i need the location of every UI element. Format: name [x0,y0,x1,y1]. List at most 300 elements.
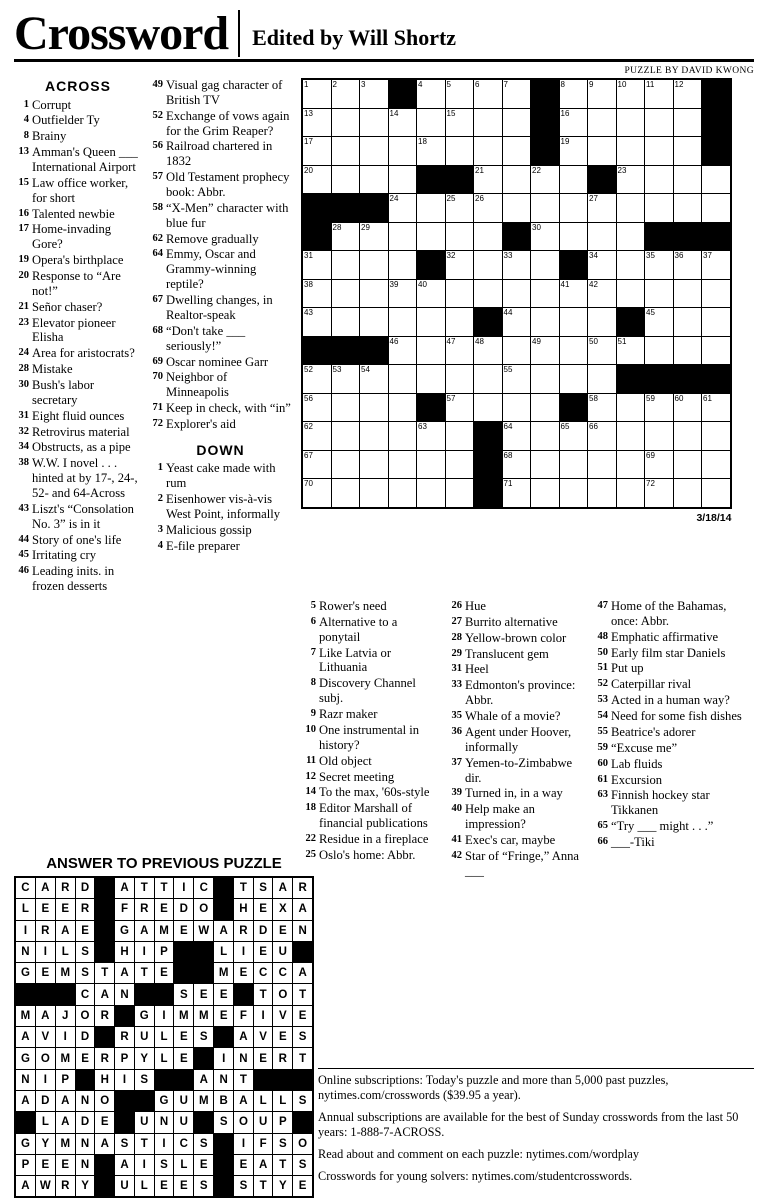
clue-item[interactable] [14,362,142,377]
answer-cell: H [95,1069,115,1090]
clue-item[interactable] [14,253,142,268]
grid-cell[interactable] [645,108,674,137]
clue-item[interactable] [14,113,142,128]
grid-cell[interactable] [616,336,645,365]
grid-cell[interactable] [531,279,560,308]
grid-cell[interactable] [645,194,674,223]
grid-cell[interactable] [588,336,617,365]
grid-cell[interactable] [331,165,360,194]
grid-cell[interactable] [445,251,474,280]
grid-cell[interactable] [360,308,389,337]
clue-text: Caterpillar rival [611,677,692,692]
clue-item[interactable] [593,661,743,676]
grid-cell[interactable] [417,365,446,394]
clue-item[interactable] [447,725,587,755]
grid-cell[interactable] [474,222,503,251]
grid-cell[interactable] [645,279,674,308]
grid-cell[interactable] [588,450,617,479]
grid-cell[interactable] [388,137,417,166]
grid-cell[interactable] [673,422,702,451]
grid-cell[interactable] [559,165,588,194]
grid-cell[interactable] [588,79,617,108]
clue-item[interactable] [14,502,142,532]
grid-cell[interactable] [673,194,702,223]
grid-cell[interactable] [588,479,617,508]
grid-cell[interactable] [531,251,560,280]
grid-cell[interactable] [360,108,389,137]
clue-item[interactable] [301,723,441,753]
grid-cell[interactable] [645,450,674,479]
grid-cell[interactable] [645,79,674,108]
clue-item[interactable] [593,646,743,661]
grid-cell[interactable] [673,308,702,337]
grid-cell[interactable] [502,79,531,108]
crossword-page [0,7,768,1193]
clue-item[interactable] [447,756,587,786]
grid-cell[interactable] [531,336,560,365]
grid-cell[interactable] [502,479,531,508]
clue-item[interactable] [148,78,293,108]
grid-cell[interactable] [616,279,645,308]
grid-cell-number: 66 [589,422,598,432]
clue-item[interactable] [447,647,587,662]
clue-item[interactable] [447,678,587,708]
grid-cell[interactable] [559,479,588,508]
grid-cell[interactable] [502,308,531,337]
clue-item[interactable] [148,539,293,554]
grid-cell[interactable] [531,222,560,251]
grid-cell[interactable] [702,251,731,280]
grid-cell[interactable] [331,450,360,479]
clue-item[interactable] [14,378,142,408]
clue-item[interactable] [447,833,587,848]
grid-cell[interactable] [302,279,331,308]
grid-cell[interactable] [531,450,560,479]
grid-cell[interactable] [417,336,446,365]
grid-cell[interactable] [531,308,560,337]
clue-item[interactable] [593,819,743,834]
grid-cell[interactable] [616,422,645,451]
grid-cell[interactable] [502,450,531,479]
grid-cell[interactable] [388,422,417,451]
clue-item[interactable] [301,801,441,831]
grid-cell[interactable] [474,251,503,280]
grid-cell[interactable] [645,165,674,194]
clue-item[interactable] [14,425,142,440]
grid-cell[interactable] [531,365,560,394]
grid-cell[interactable] [616,251,645,280]
grid-cell[interactable] [445,108,474,137]
grid-cell[interactable] [331,251,360,280]
grid-cell[interactable] [417,79,446,108]
clue-number: 1 [157,462,163,474]
grid-cell-block [474,308,503,337]
grid-cell[interactable] [673,137,702,166]
grid-cell[interactable] [588,422,617,451]
grid-cell[interactable] [588,222,617,251]
grid-cell[interactable] [588,137,617,166]
grid-cell[interactable] [388,194,417,223]
clue-item[interactable] [447,802,587,832]
grid-cell[interactable] [559,422,588,451]
clue-item[interactable] [593,835,743,850]
grid-cell[interactable] [645,251,674,280]
grid-cell[interactable] [502,279,531,308]
clue-item[interactable] [148,370,293,400]
clue-item[interactable] [593,709,743,724]
grid-cell[interactable] [388,251,417,280]
grid-cell[interactable] [559,450,588,479]
grid-cell[interactable] [702,422,731,451]
grid-cell[interactable] [388,222,417,251]
grid-cell[interactable] [559,222,588,251]
clue-item[interactable] [148,324,293,354]
clue-item[interactable] [148,461,293,491]
grid-cell[interactable] [302,450,331,479]
grid-cell[interactable] [645,336,674,365]
grid-cell[interactable] [559,108,588,137]
grid-cell[interactable] [445,194,474,223]
grid-cell[interactable] [302,251,331,280]
grid-cell[interactable] [417,450,446,479]
grid-cell[interactable] [445,79,474,108]
clue-number: 56 [152,140,163,152]
grid-cell[interactable] [559,137,588,166]
clue-item[interactable] [148,201,293,231]
clue-item[interactable] [14,222,142,252]
clue-item[interactable] [301,599,441,614]
clue-item[interactable] [14,409,142,424]
grid-cell[interactable] [445,479,474,508]
grid-cell[interactable] [673,279,702,308]
grid-cell[interactable] [502,336,531,365]
grid-cell[interactable] [302,137,331,166]
grid-cell[interactable] [388,479,417,508]
grid-cell[interactable] [474,108,503,137]
grid-cell[interactable] [360,222,389,251]
grid-cell[interactable] [702,450,731,479]
clue-item[interactable] [447,615,587,630]
grid-cell[interactable] [531,422,560,451]
clue-item[interactable] [447,786,587,801]
clue-item[interactable] [14,346,142,361]
grid-cell[interactable] [559,308,588,337]
grid-cell[interactable] [445,222,474,251]
clue-item[interactable] [14,548,142,563]
grid-cell[interactable] [360,450,389,479]
grid-cell[interactable] [616,450,645,479]
answer-cell: T [134,1133,154,1154]
clue-item[interactable] [148,401,293,416]
grid-cell[interactable] [360,137,389,166]
grid-cell[interactable] [702,393,731,422]
grid-cell[interactable] [531,165,560,194]
grid-cell[interactable] [388,393,417,422]
grid-cell[interactable] [673,165,702,194]
grid-cell[interactable] [417,422,446,451]
grid-cell[interactable] [388,450,417,479]
grid-cell[interactable] [588,194,617,223]
grid-cell[interactable] [502,108,531,137]
grid-cell[interactable] [588,279,617,308]
clue-item[interactable] [14,98,142,113]
crossword-grid[interactable] [301,78,732,509]
grid-cell[interactable] [388,108,417,137]
grid-cell[interactable] [302,422,331,451]
grid-cell[interactable] [588,393,617,422]
grid-cell[interactable] [645,422,674,451]
grid-cell[interactable] [645,137,674,166]
grid-cell[interactable] [474,137,503,166]
clue-item[interactable] [148,232,293,247]
grid-cell[interactable] [588,308,617,337]
clue-item[interactable] [301,770,441,785]
answer-cell: T [253,1176,273,1198]
answer-cell: A [293,899,313,920]
grid-cell[interactable] [417,108,446,137]
grid-cell[interactable] [474,279,503,308]
clue-text: Oscar nominee Garr [166,354,269,369]
grid-cell[interactable] [388,165,417,194]
answer-cell: R [134,899,154,920]
grid-cell[interactable] [502,194,531,223]
clue-item[interactable] [148,355,293,370]
grid-cell[interactable] [445,393,474,422]
grid-cell[interactable] [331,137,360,166]
grid-cell[interactable] [445,450,474,479]
grid-cell[interactable] [531,479,560,508]
grid-cell[interactable] [673,450,702,479]
grid-cell[interactable] [645,393,674,422]
grid-cell[interactable] [388,365,417,394]
grid-cell[interactable] [502,251,531,280]
grid-cell[interactable] [616,79,645,108]
clue-item[interactable] [301,707,441,722]
grid-cell[interactable] [331,365,360,394]
grid-cell[interactable] [502,165,531,194]
clue-item[interactable] [148,492,293,522]
grid-cell[interactable] [616,222,645,251]
grid-cell[interactable] [616,108,645,137]
clue-item[interactable] [148,247,293,292]
clue-item[interactable] [593,693,743,708]
clue-item[interactable] [447,709,587,724]
grid-cell[interactable] [302,108,331,137]
grid-cell[interactable] [331,422,360,451]
grid-cell[interactable] [445,422,474,451]
clue-item[interactable] [593,757,743,772]
answer-cell: S [293,1027,313,1048]
grid-cell[interactable] [360,365,389,394]
grid-cell[interactable] [331,222,360,251]
grid-cell[interactable] [474,365,503,394]
answer-cell: E [55,899,75,920]
clue-item[interactable] [14,564,142,594]
grid-cell[interactable] [417,279,446,308]
clue-item[interactable] [148,109,293,139]
clue-item[interactable] [593,725,743,740]
grid-cell[interactable] [673,251,702,280]
grid-cell[interactable] [302,479,331,508]
grid-cell[interactable] [360,422,389,451]
clue-item[interactable] [593,630,743,645]
clue-text: Retrovirus material [32,424,130,439]
clue-item[interactable] [593,599,743,629]
grid-cell[interactable] [702,279,731,308]
answer-cell: A [35,1005,55,1026]
clue-item[interactable] [301,646,441,676]
grid-cell[interactable] [417,479,446,508]
grid-cell-number: 12 [674,80,684,90]
grid-cell-number: 1 [304,80,309,90]
grid-cell[interactable] [474,165,503,194]
grid-cell[interactable] [360,279,389,308]
grid-cell[interactable] [673,479,702,508]
grid-cell[interactable] [445,336,474,365]
clue-item[interactable] [148,170,293,200]
grid-cell[interactable] [417,194,446,223]
grid-cell[interactable] [302,79,331,108]
grid-cell[interactable] [673,393,702,422]
grid-cell[interactable] [559,365,588,394]
clue-item[interactable] [14,176,142,206]
grid-cell[interactable] [360,79,389,108]
clue-item[interactable] [14,456,142,501]
clue-item[interactable] [593,677,743,692]
grid-cell[interactable] [531,393,560,422]
grid-cell[interactable] [588,108,617,137]
grid-cell[interactable] [474,393,503,422]
clue-item[interactable] [148,417,293,432]
grid-cell[interactable] [502,365,531,394]
grid-cell[interactable] [588,251,617,280]
grid-cell[interactable] [474,336,503,365]
clue-item[interactable] [14,300,142,315]
grid-cell[interactable] [302,308,331,337]
clue-item[interactable] [14,207,142,222]
clue-item[interactable] [301,785,441,800]
clue-item[interactable] [301,832,441,847]
grid-cell[interactable] [588,365,617,394]
clue-item[interactable] [14,533,142,548]
grid-cell[interactable] [445,308,474,337]
grid-cell[interactable] [445,279,474,308]
clues-and-grid [14,78,754,595]
grid-cell[interactable] [616,479,645,508]
grid-cell[interactable] [302,393,331,422]
grid-cell[interactable] [388,279,417,308]
clue-item[interactable] [14,440,142,455]
grid-cell[interactable] [360,165,389,194]
grid-cell[interactable] [673,79,702,108]
grid-cell[interactable] [388,336,417,365]
grid-cell[interactable] [445,137,474,166]
grid-cell[interactable] [388,308,417,337]
grid-cell[interactable] [531,194,560,223]
grid-cell[interactable] [702,165,731,194]
grid-cell[interactable] [360,251,389,280]
grid-cell[interactable] [331,479,360,508]
clue-item[interactable] [447,599,587,614]
grid-cell[interactable] [502,137,531,166]
clue-item[interactable] [447,631,587,646]
grid-cell[interactable] [559,279,588,308]
grid-cell[interactable] [673,336,702,365]
grid-cell[interactable] [302,165,331,194]
grid-cell[interactable] [502,393,531,422]
grid-cell-number: 19 [560,137,570,147]
grid-cell[interactable] [360,393,389,422]
grid-cell[interactable] [331,79,360,108]
grid-cell[interactable] [616,137,645,166]
grid-cell[interactable] [702,308,731,337]
answer-cell: G [154,1090,174,1111]
grid-cell[interactable] [417,308,446,337]
clue-item[interactable] [301,676,441,706]
clue-item[interactable] [301,848,441,863]
grid-cell[interactable] [331,393,360,422]
answer-cell: A [134,920,154,941]
clue-item[interactable] [447,662,587,677]
grid-cell[interactable] [559,194,588,223]
clue-item[interactable] [593,741,743,756]
grid-cell[interactable] [331,108,360,137]
answer-cell: D [35,1090,55,1111]
clue-item[interactable] [593,773,743,788]
grid-cell[interactable] [417,222,446,251]
clue-item[interactable] [14,316,142,346]
grid-cell[interactable] [445,365,474,394]
grid-cell[interactable] [616,194,645,223]
clue-item[interactable] [14,269,142,299]
grid-cell[interactable] [616,165,645,194]
grid-cell[interactable] [702,194,731,223]
clue-item[interactable] [447,849,587,879]
grid-cell[interactable] [645,308,674,337]
grid-cell[interactable] [417,137,446,166]
answer-cell: O [35,1048,55,1069]
clue-item[interactable] [14,129,142,144]
clue-item[interactable] [593,788,743,818]
grid-cell[interactable] [559,79,588,108]
grid-cell[interactable] [474,194,503,223]
grid-cell-number: 60 [674,393,684,403]
grid-cell[interactable] [673,108,702,137]
grid-cell[interactable] [702,479,731,508]
answer-cell: C [174,1133,194,1154]
grid-cell[interactable] [331,279,360,308]
clue-text: Response to “Are not!” [32,269,121,298]
clue-item[interactable] [301,615,441,645]
clue-number: 29 [451,647,462,659]
grid-cell[interactable] [702,336,731,365]
clue-text: Star of “Fringe,” Anna ___ [465,848,580,878]
clue-item[interactable] [301,754,441,769]
clue-item[interactable] [148,523,293,538]
grid-cell[interactable] [502,422,531,451]
grid-cell[interactable] [331,308,360,337]
grid-cell[interactable] [559,336,588,365]
grid-cell[interactable] [616,393,645,422]
grid-cell[interactable] [474,79,503,108]
grid-cell[interactable] [360,479,389,508]
clue-item[interactable] [14,145,142,175]
grid-cell[interactable] [302,365,331,394]
clue-item[interactable] [148,293,293,323]
answer-cell: L [35,1112,55,1133]
grid-cell[interactable] [645,479,674,508]
clue-item[interactable] [148,139,293,169]
